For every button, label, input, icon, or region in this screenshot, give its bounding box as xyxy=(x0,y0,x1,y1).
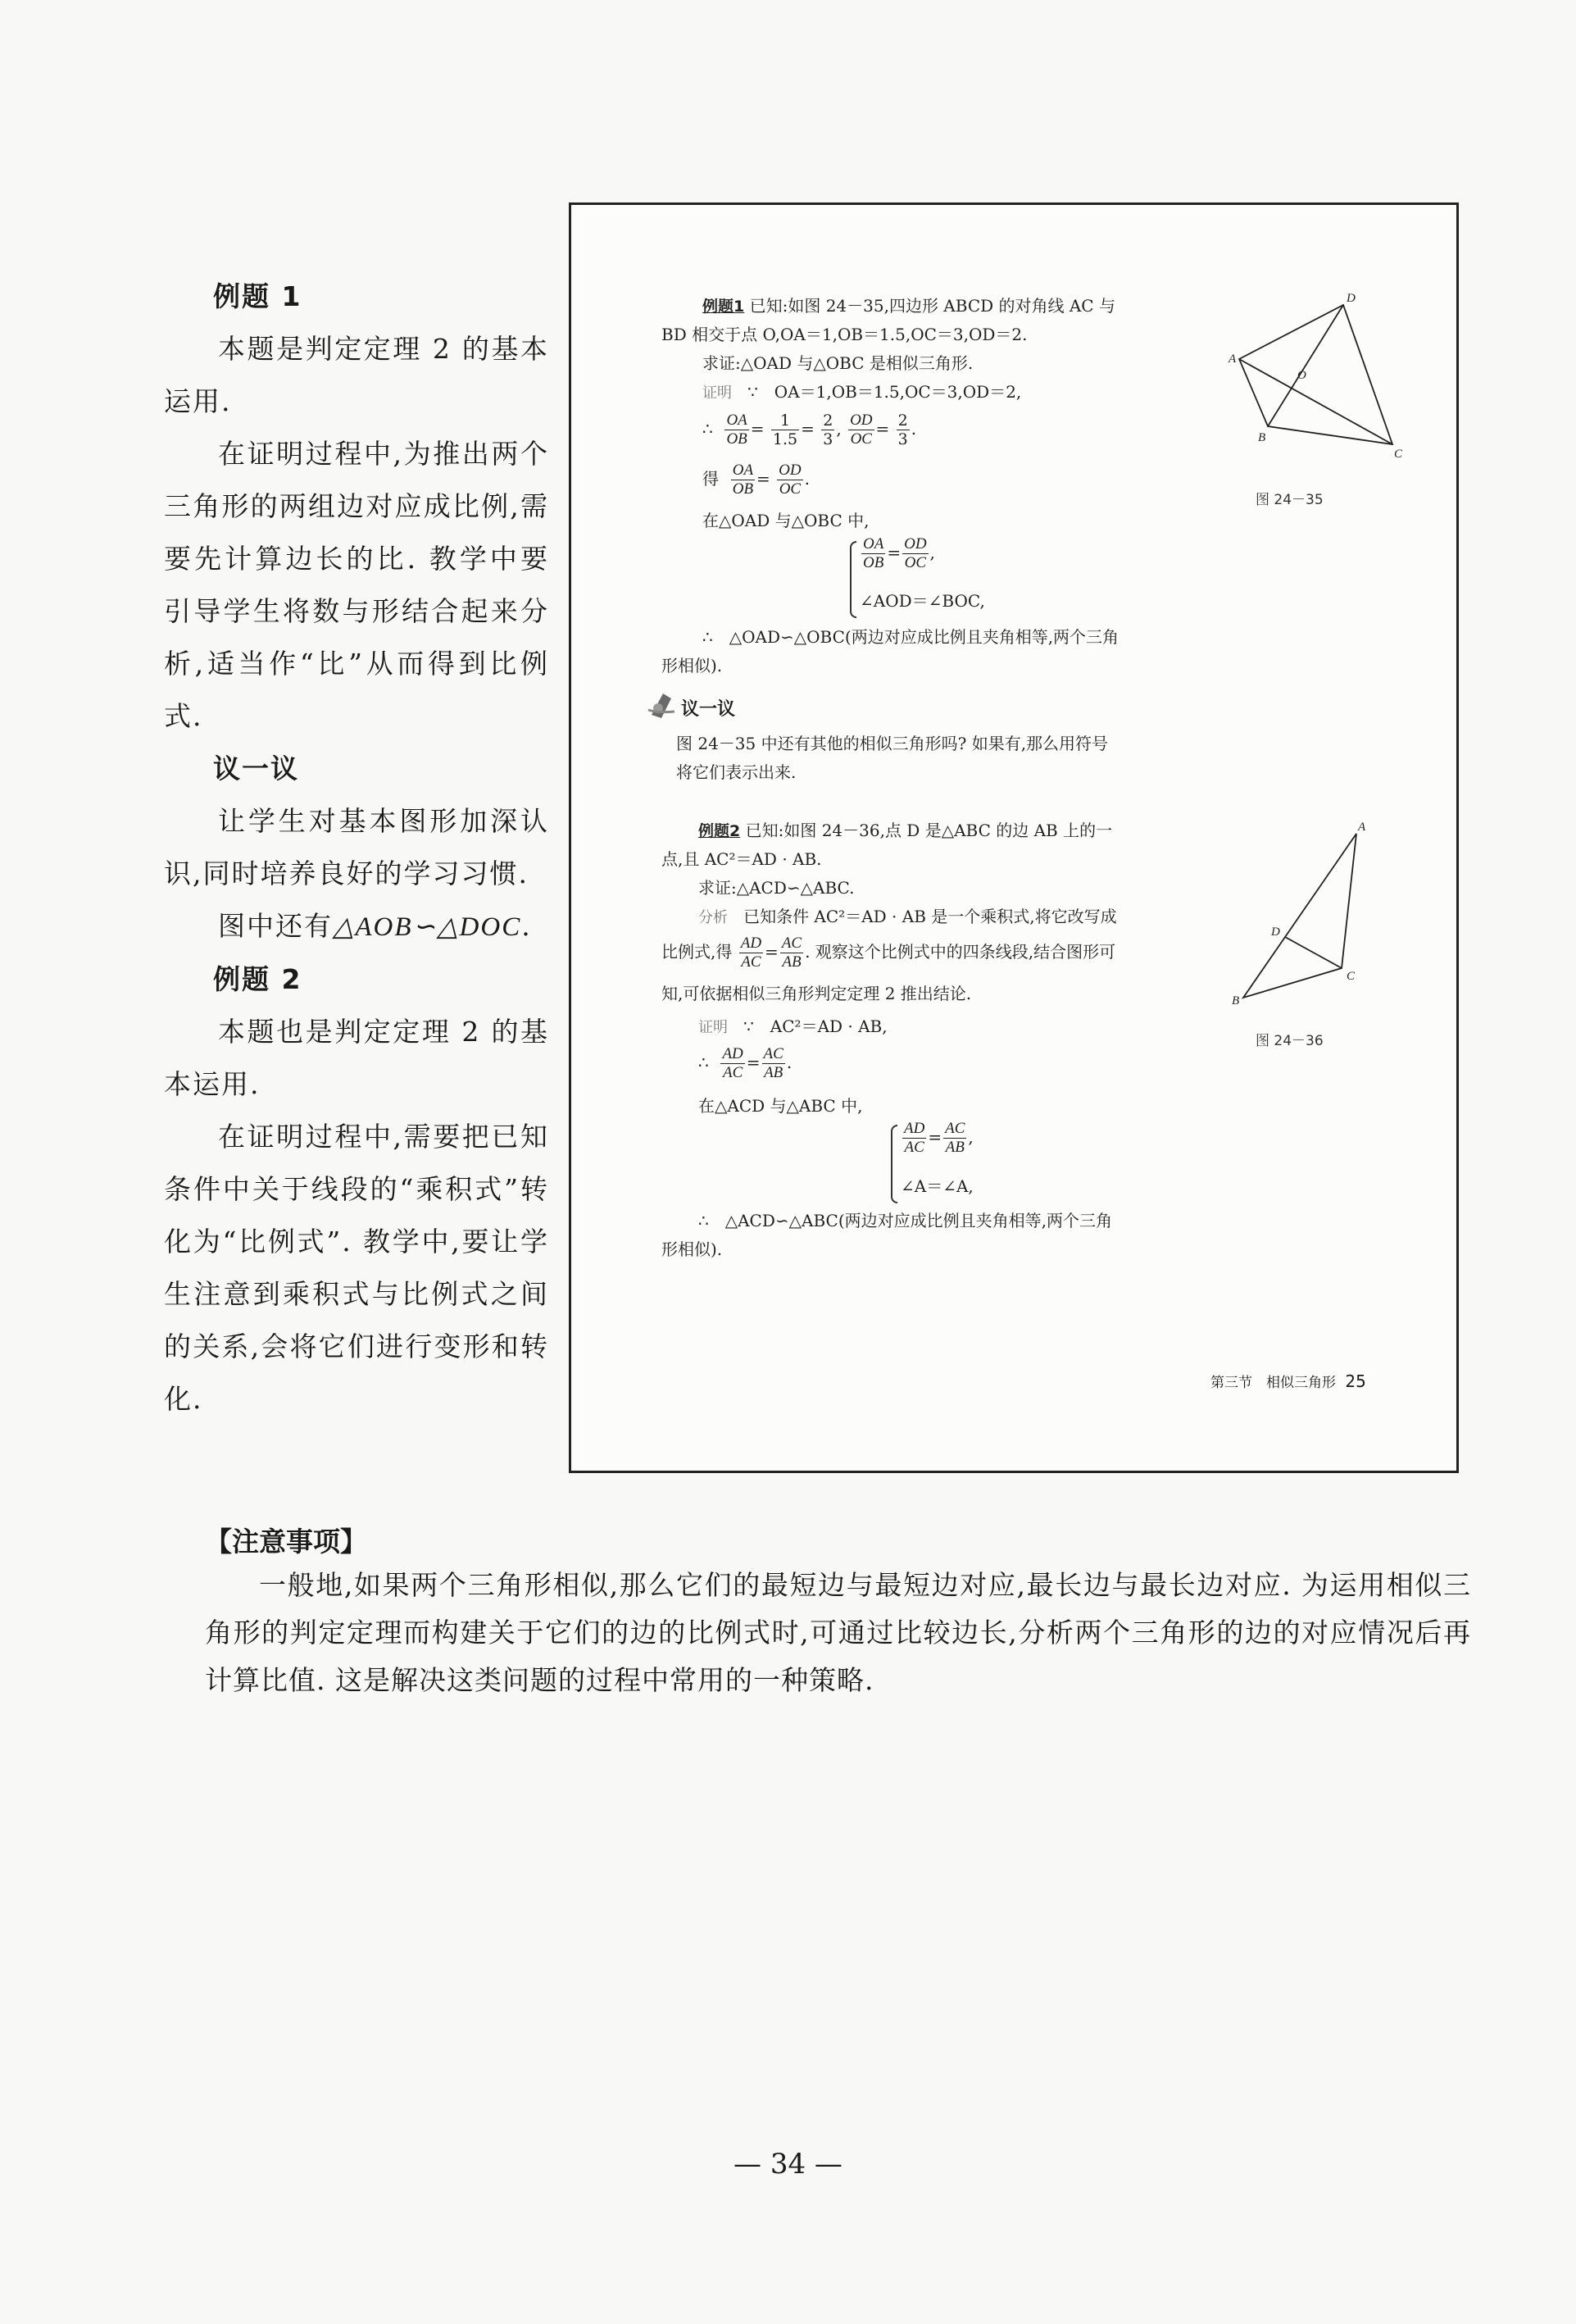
fraction-ad-ac xyxy=(720,1045,744,1082)
figure-24-36-caption: 图 24－36 xyxy=(1256,1033,1324,1049)
fraction-oa-ob xyxy=(861,535,885,572)
similarity-statement: △AOB∽△DOC xyxy=(333,912,522,942)
example2-paragraph-1: 本题也是判定定理 2 的基本运用. xyxy=(164,1016,549,1100)
den: OC xyxy=(850,430,872,448)
num: AC xyxy=(763,1045,783,1062)
example1-ratio-line: ∴ $\frac{OA}{OB}$ = $\frac{1}{1.5}$ = $\frac{2}{3}$ , $\frac{OD}{OC}$ = $\frac{2}{3}$ . xyxy=(702,412,917,448)
vertex-c: C xyxy=(1347,970,1356,983)
proof-given: ∵ AC²＝AD · AB, xyxy=(743,1016,888,1036)
example1-line-2: BD 相交于点 O,OA＝1,OB＝1.5,OC＝3,OD＝2. xyxy=(661,325,1028,344)
num: AD xyxy=(904,1120,925,1137)
fraction-ac-ab xyxy=(943,1120,966,1157)
vertex-c: C xyxy=(1394,448,1403,461)
example2-system-ratio: $\frac{AD}{AC}$ = $\frac{AC}{AB}$ , xyxy=(904,1120,974,1156)
den: AC xyxy=(741,953,761,971)
fraction-2-3 xyxy=(821,412,834,448)
fraction-1-1.5 xyxy=(771,412,799,448)
num: 2 xyxy=(897,412,908,430)
triangle-abc xyxy=(1243,834,1356,998)
example2-heading: 例题 2 xyxy=(213,963,302,995)
example1-conclusion-2: 形相似). xyxy=(661,656,723,675)
fraction-od-oc xyxy=(902,535,928,572)
den: AB xyxy=(764,1064,783,1081)
example2-conclusion-2: 形相似). xyxy=(661,1239,723,1259)
segment-cd xyxy=(1285,937,1342,968)
analysis-text-post: . 观察这个比例式中的四条线段,结合图形可 xyxy=(805,942,1116,962)
footer-section: 第三节 相似三角形 xyxy=(1210,1375,1336,1391)
num: OD xyxy=(850,412,873,429)
example2-label: 例题2 xyxy=(698,822,741,840)
example2-in-triangles: 在△ACD 与△ABC 中, xyxy=(698,1096,863,1116)
example2-analysis-2: 比例式,得 $\frac{AD}{AC}$ = $\frac{AC}{AB}$ . 观察这个比例式中的四条线段,结合图形可 xyxy=(661,935,1116,971)
example1-paragraph-1: 本题是判定定理 2 的基本运用. xyxy=(164,333,549,417)
example1-given: 已知:如图 24－35,四边形 ABCD 的对角线 AC 与 xyxy=(749,296,1115,316)
example1-system-angle: ∠AOD＝∠BOC, xyxy=(860,591,985,611)
num: AC xyxy=(781,935,802,952)
vertex-b: B xyxy=(1232,994,1240,1007)
example1-in-triangles: 在△OAD 与△OBC 中, xyxy=(702,511,870,530)
vertex-a: A xyxy=(1358,821,1366,834)
den: 3 xyxy=(897,430,908,448)
example1-equal-ratio: 得 $\frac{OA}{OB}$ = $\frac{OD}{OC}$ . xyxy=(702,462,810,498)
num: OA xyxy=(863,535,884,553)
analysis-label: 分析 xyxy=(698,909,728,926)
textbook-footer xyxy=(1210,1371,1366,1391)
num: AD xyxy=(722,1045,743,1062)
page-number: — 34 — xyxy=(733,2148,843,2181)
therefore-symbol: ∴ xyxy=(698,1053,709,1072)
example2-ratio-line: ∴ $\frac{AD}{AC}$ = $\frac{AC}{AB}$ . xyxy=(698,1045,793,1081)
proof-label: 证明 xyxy=(702,384,732,402)
example2-conclusion-1: ∴ △ACD∽△ABC(两边对应成比例且夹角相等,两个三角 xyxy=(698,1211,1112,1230)
example1-prove: 求证:△OAD 与△OBC 是相似三角形. xyxy=(702,353,974,373)
example2-proof-line xyxy=(698,1012,888,1042)
vertex-d: D xyxy=(1347,292,1356,305)
discussion-title: 议一议 xyxy=(681,699,736,720)
fraction-ac-ab xyxy=(780,935,803,971)
vertex-a: A xyxy=(1229,352,1237,366)
den: AC xyxy=(722,1064,743,1081)
num: 2 xyxy=(823,412,833,430)
example1-conclusion-1: ∴ △OAD∽△OBC(两边对应成比例且夹角相等,两个三角 xyxy=(702,627,1120,647)
fraction-ac-ab xyxy=(762,1045,785,1082)
figure-24-35 xyxy=(1210,287,1403,467)
point-o: O xyxy=(1297,369,1306,382)
example1-proof-line xyxy=(702,378,1021,407)
example2-system-angle: ∠A＝∠A, xyxy=(901,1176,974,1196)
diagonal-bd xyxy=(1268,305,1343,426)
num: OA xyxy=(726,412,747,429)
example1-heading: 例题 1 xyxy=(213,280,302,312)
proof-label: 证明 xyxy=(698,1019,728,1036)
fraction-ad-ac xyxy=(739,935,763,971)
brace xyxy=(850,541,856,618)
vertex-b: B xyxy=(1258,431,1266,444)
textbook-page-frame xyxy=(569,202,1459,1473)
example1-system-ratio: $\frac{OA}{OB}$ = $\frac{OD}{OC}$ , xyxy=(863,535,935,571)
den: OC xyxy=(904,554,927,571)
fraction-od-oc xyxy=(777,462,802,498)
fraction-ad-ac xyxy=(902,1120,926,1157)
num: AC xyxy=(945,1120,965,1137)
discussion-paragraph-2 xyxy=(164,900,549,953)
discussion-heading: 议一议 xyxy=(213,753,299,785)
example1-line-1 xyxy=(702,292,1115,321)
den: OB xyxy=(732,480,754,498)
num: 1 xyxy=(771,412,799,430)
num: OD xyxy=(779,462,802,479)
footer-page-number: 25 xyxy=(1345,1371,1366,1391)
num: OA xyxy=(732,462,754,479)
figure-24-35-caption: 图 24－35 xyxy=(1256,492,1324,508)
analysis-text-pre: 比例式,得 xyxy=(661,942,733,962)
den: AB xyxy=(945,1139,965,1156)
analysis-text: 已知条件 AC²＝AD · AB 是一个乘积式,将它改写成 xyxy=(743,907,1117,926)
den: AB xyxy=(782,953,802,971)
fraction-oa-ob xyxy=(724,412,748,448)
example2-analysis-1 xyxy=(698,903,1117,932)
notice-title: 【注意事项】 xyxy=(205,1526,367,1558)
example2-given: 已知:如图 24－36,点 D 是△ABC 的边 AB 上的一 xyxy=(745,821,1113,840)
example2-analysis-3: 知,可依据相似三角形判定定理 2 推出结论. xyxy=(661,984,972,1003)
example1-label: 例题1 xyxy=(702,298,745,316)
discussion-icon xyxy=(647,690,678,720)
num: OD xyxy=(904,535,927,553)
example1-paragraph-2: 在证明过程中,为推出两个三角形的两组边对应成比例,需要先计算边长的比. 教学中要引导学生将数与形结合起来分析,适当作“比”从而得到比例式. xyxy=(164,438,549,732)
de-text: 得 xyxy=(702,469,719,489)
fraction-2-3b xyxy=(897,412,910,448)
den: OB xyxy=(726,430,747,448)
notice-body: 一般地,如果两个三角形相似,那么它们的最短边与最短边对应,最长边与最长边对应. 为运用相似三角形的判定定理而构建关于它们的边的比例式时,可通过比较边长,分析两个三角形的边的对应情况后再计算比值. 这是解决这类问题的过程中常用的一种策略. xyxy=(205,1569,1471,1696)
example2-line-1 xyxy=(698,816,1112,846)
fraction-oa-ob xyxy=(731,462,755,498)
example2-paragraph-2: 在证明过程中,需要把已知条件中关于线段的“乘积式”转化为“比例式”. 教学中,要让学生注意到乘积式与比例式之间的关系,会将它们进行变形和转化. xyxy=(164,1121,549,1415)
den: 3 xyxy=(823,430,833,448)
den: 1.5 xyxy=(772,430,798,448)
teacher-notes xyxy=(164,271,549,1426)
fraction-od-oc xyxy=(848,412,874,448)
point-d: D xyxy=(1271,926,1280,939)
example2-line-2: 点,且 AC²＝AD · AB. xyxy=(661,849,822,869)
discussion-text: 图中还有 xyxy=(218,910,333,942)
den: OB xyxy=(863,554,884,571)
den: OC xyxy=(779,480,802,498)
brace xyxy=(891,1125,897,1203)
den: AC xyxy=(904,1139,924,1156)
therefore-symbol: ∴ xyxy=(702,419,713,439)
proof-given: ∵ OA＝1,OB＝1.5,OC＝3,OD＝2, xyxy=(747,382,1022,402)
period: . xyxy=(521,910,532,942)
num: AD xyxy=(740,935,762,952)
discussion-paragraph-1: 让学生对基本图形加深认识,同时培养良好的学习习惯. xyxy=(164,805,549,889)
discussion-line-1: 图 24－35 中还有其他的相似三角形吗? 如果有,那么用符号 xyxy=(676,734,1109,753)
discussion-line-2: 将它们表示出来. xyxy=(676,762,797,782)
figure-24-36 xyxy=(1219,816,1383,1012)
example2-prove: 求证:△ACD∽△ABC. xyxy=(698,878,855,898)
quadrilateral-abcd xyxy=(1239,305,1392,444)
